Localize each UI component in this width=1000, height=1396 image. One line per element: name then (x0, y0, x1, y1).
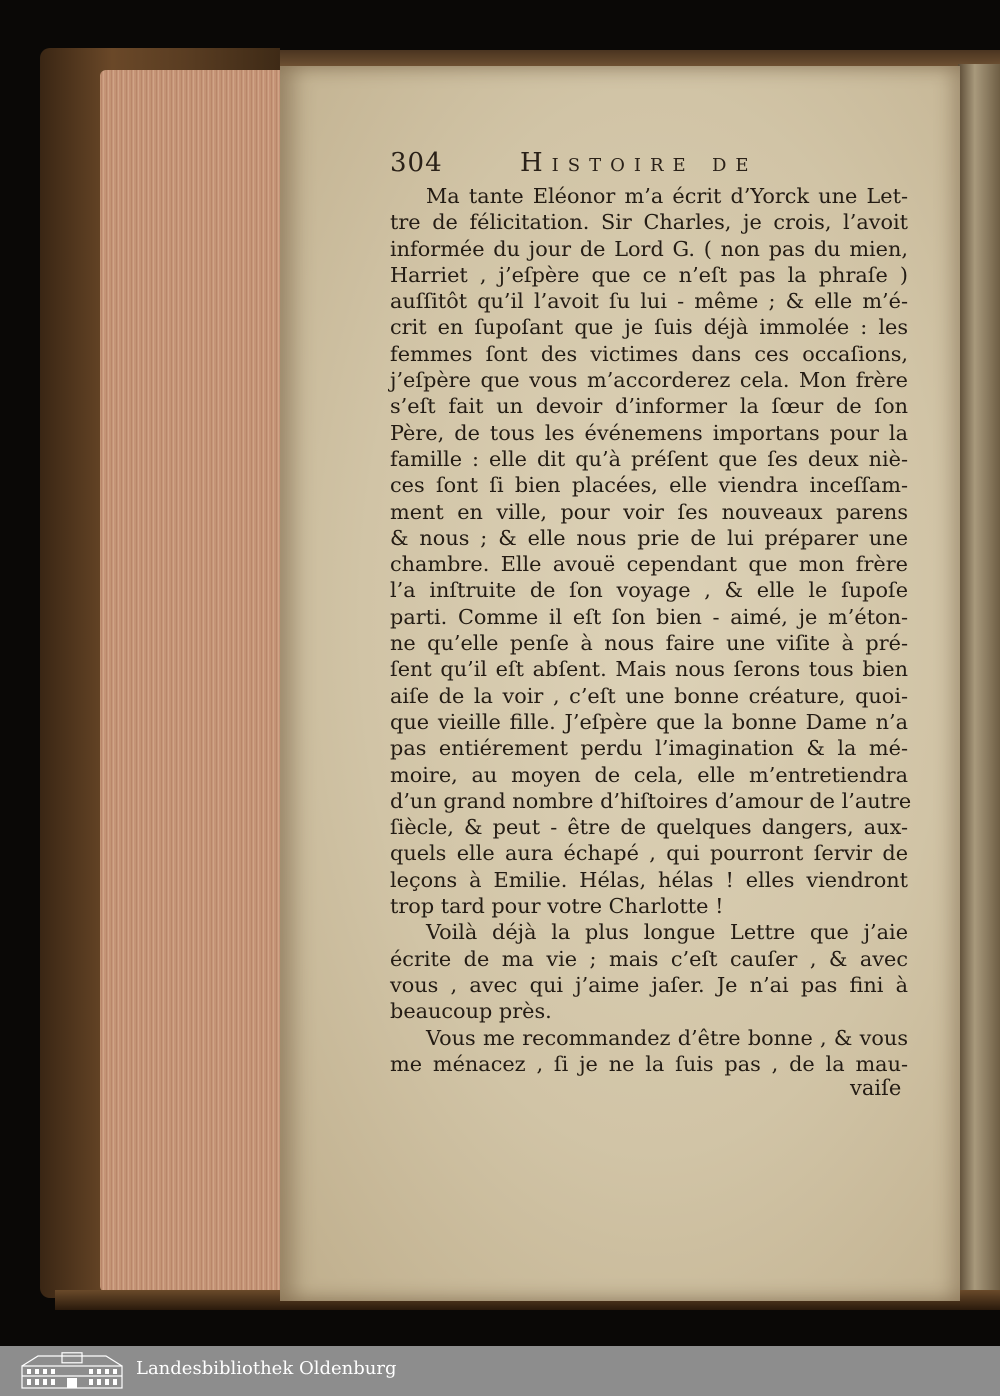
text-line: tre de félicitation. Sir Charles, je crois, l’avoit (390, 210, 908, 235)
text-line: écrite de ma vie ; mais c’eſt cauſer , & avec (390, 946, 908, 971)
text-line: d’un grand nombre d’hiſtoires d’amour de l’autre (390, 788, 912, 813)
text-line: & nous ; & elle nous prie de lui préparer une (390, 525, 908, 550)
text-line: ment en ville, pour voir ſes nouveaux parens (390, 499, 908, 524)
text-line: que vieille fille. J’eſpère que la bonne Dame n’a (390, 709, 908, 734)
text-line: Père, de tous les événemens importans pour la (390, 420, 908, 445)
text-line: l’a inſtruite de ſon voyage , & elle le ſupoſe (390, 578, 908, 603)
text-line: moire, au moyen de cela, elle m’entretiendra (390, 762, 908, 787)
page-edges (100, 70, 285, 1292)
text-line: Vous me recommandez d’être bonne , & vous (426, 1025, 908, 1050)
text-line: ſiècle, & peut - être de quelques dangers, aux- (390, 815, 908, 840)
text-line: ne qu’elle penſe à nous faire une viſite à pré- (390, 631, 908, 656)
library-footer (0, 1346, 1000, 1396)
text-line: Harriet , j’eſpère que ce n’eſt pas la phraſe ) (390, 262, 908, 287)
text-line: ſent qu’il eſt abſent. Mais nous ſerons tous bien (390, 657, 908, 682)
text-line: vous , avec qui j’aime jaſer. Je n’ai pas fini à (390, 972, 908, 997)
page-number: 304 (390, 148, 443, 178)
library-name: Landesbibliothek Oldenburg (136, 1358, 397, 1379)
text-line: trop tard pour votre Charlotte ! (390, 894, 724, 919)
text-line: chambre. Elle avouë cependant que mon frère (390, 552, 908, 577)
running-title: Histoire de (520, 148, 758, 178)
text-line: parti. Comme il eſt ſon bien - aimé, je m’éton- (390, 604, 908, 629)
text-line: aiſe de la voir , c’eſt une bonne créature, quoi- (390, 683, 908, 708)
text-line: me ménacez , ſi je ne la ſuis pas , de la mau- (390, 1051, 908, 1076)
text-line: quels elle aura échapé , qui pourront ſervir de (390, 841, 908, 866)
text-line: s’eſt fait un devoir d’informer la ſœur de ſon (390, 394, 908, 419)
text-line: crit en ſupoſant que je ſuis déjà immolée : les (390, 315, 908, 340)
text-line: beaucoup près. (390, 999, 552, 1024)
page-header (390, 148, 910, 180)
catchword: vaiſe (850, 1076, 902, 1100)
text-line: j’eſpère que vous m’accorderez cela. Mon frère (390, 368, 908, 393)
text-line: leçons à Emilie. Hélas, hélas ! elles viendront (390, 867, 908, 892)
library-building-icon (18, 1352, 126, 1390)
text-line: ces ſont ſi bien placées, elle viendra inceſſam- (390, 473, 908, 498)
facing-page-edge (958, 64, 1000, 1304)
text-line: auſſitôt qu’il l’avoit ſu lui - même ; & elle m’é- (390, 289, 908, 314)
body-text (390, 183, 912, 1077)
text-line: informée du jour de Lord G. ( non pas du mien, (390, 236, 908, 261)
text-line: femmes ſont des victimes dans ces occaſions, (390, 341, 908, 366)
text-line: famille : elle dit qu’à préſent que ſes deux niè- (390, 446, 908, 471)
text-line: Ma tante Eléonor m’a écrit d’Yorck une Let- (426, 184, 908, 208)
text-line: Voilà déjà la plus longue Lettre que j’aie (426, 920, 908, 945)
text-line: pas entiérement perdu l’imagination & la mé- (390, 736, 908, 761)
